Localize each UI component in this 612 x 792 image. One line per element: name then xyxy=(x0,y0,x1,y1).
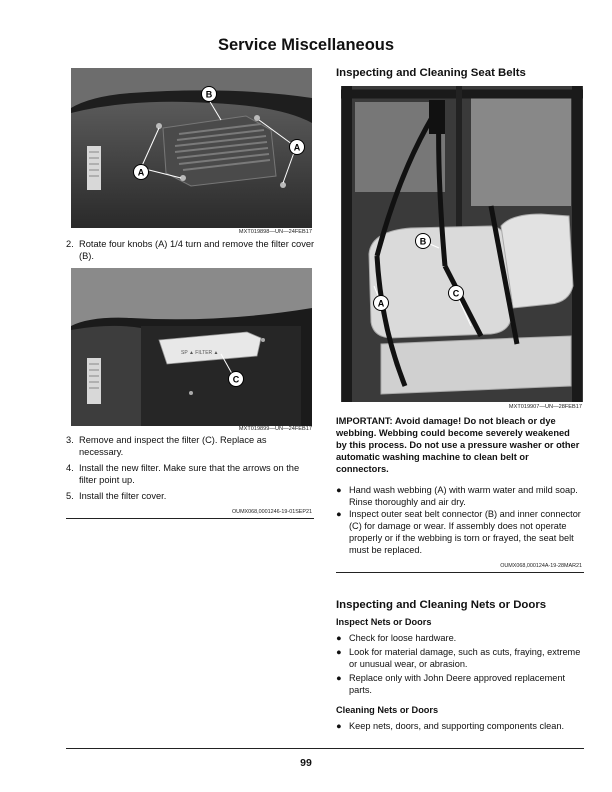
reference-code: OUMX068,0001246-19-01SEP21 xyxy=(231,509,312,515)
list-item: ● Check for loose hardware. xyxy=(336,633,457,643)
page-number: 99 xyxy=(300,757,312,769)
page-title: Service Miscellaneous xyxy=(217,36,395,54)
list-item: ● Look for material damage, such as cuts, fraying, extreme or unusual wear, or abrasion. xyxy=(336,647,581,669)
section-heading: Inspecting and Cleaning Nets or Doors xyxy=(336,599,547,611)
list-item: ● Inspect outer seat belt connector (B) and inner connector (C) for damage or wear. If assembly does not operate properly or if the webbing is torn or frayed, the seat belt must be replaced. xyxy=(336,509,581,555)
callout-c xyxy=(229,372,244,387)
svg-text:A: A xyxy=(293,142,301,153)
figure-caption: MXT019898—UN—24FEB17 xyxy=(238,229,312,235)
figure-caption: MXT019907—UN—28FEB17 xyxy=(508,404,582,410)
list-item: ● Replace only with John Deere approved replacement parts. xyxy=(336,673,566,695)
step-5: 5. Install the filter cover. xyxy=(66,491,167,501)
divider xyxy=(66,518,314,519)
svg-text:C: C xyxy=(452,288,460,299)
step-3: 3. Remove and inspect the filter (C). Replace as necessary. xyxy=(66,435,267,457)
footer-divider xyxy=(66,748,584,749)
callout-b xyxy=(202,87,217,102)
filter-cover-photo xyxy=(71,68,312,228)
svg-text:B: B xyxy=(419,236,427,247)
filter-photo xyxy=(71,268,312,426)
svg-text:A: A xyxy=(377,298,385,309)
list-item: ● Hand wash webbing (A) with warm water and mild soap. Rinse thoroughly and air dry. xyxy=(336,485,578,507)
callout-a xyxy=(374,296,389,311)
callout-c xyxy=(449,286,464,301)
callout-a xyxy=(290,140,305,155)
step-2: 2. Rotate four knobs (A) 1/4 turn and remove the filter cover (B). xyxy=(66,239,315,261)
figure-caption: MXT019899—UN—24FEB17 xyxy=(238,426,312,432)
list-item: ● Keep nets, doors, and supporting components clean. xyxy=(336,721,565,731)
important-notice: IMPORTANT: Avoid damage! Do not bleach or dye webbing. Webbing could become severely weakened by this process. Do not use a pressure washer or other automatic washing machine to clean belt or connectors. xyxy=(336,416,580,474)
subheading: Cleaning Nets or Doors xyxy=(336,705,439,715)
section-heading: Inspecting and Cleaning Seat Belts xyxy=(336,67,526,79)
callout-b xyxy=(416,234,431,249)
svg-text:SP ▲ FILTER ▲: SP ▲ FILTER ▲ xyxy=(181,350,219,356)
seat-belt-photo xyxy=(341,86,583,402)
svg-text:B: B xyxy=(205,89,213,100)
svg-text:A: A xyxy=(137,167,145,178)
step-4: 4. Install the new filter. Make sure that the arrows on the filter point up. xyxy=(66,463,300,485)
callout-a xyxy=(134,165,149,180)
divider xyxy=(336,572,584,573)
subheading: Inspect Nets or Doors xyxy=(336,617,432,627)
reference-code: OUMX068,000124A-19-28MAR21 xyxy=(500,563,582,569)
svg-text:C: C xyxy=(232,374,240,385)
